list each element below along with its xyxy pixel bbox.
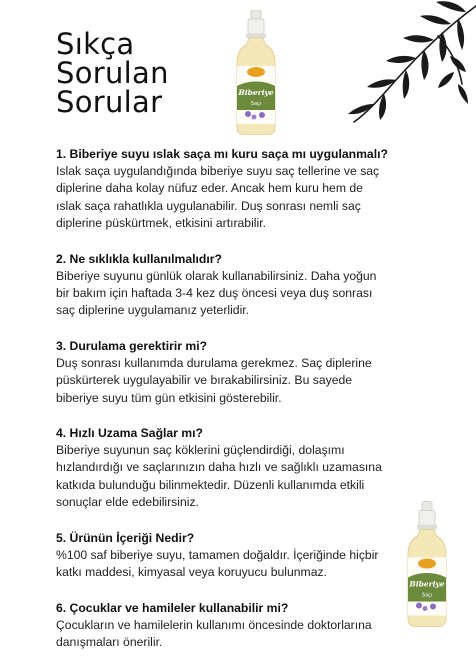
- faq-answer-4: [56, 442, 462, 512]
- answer-line: bir bakım için haftada 3-4 kez duş öncesi veya duş sonrası: [56, 286, 373, 301]
- faq-list: [56, 146, 462, 669]
- svg-text:Biberiye: Biberiye: [409, 579, 445, 589]
- faq-question-3: 3. Durulama gerektirir mi?: [56, 338, 208, 353]
- faq-item-5: [56, 530, 462, 582]
- rosemary-branch-icon: [326, 0, 476, 140]
- answer-line: Duş sonrası kullanımda durulama gerekmez. Saç diplerine: [56, 355, 372, 370]
- title-line-2: Sorulan: [56, 56, 169, 90]
- faq-question-2: 2. Ne sıklıkla kullanılmalıdır?: [56, 251, 222, 266]
- faq-item-4: [56, 425, 462, 512]
- faq-answer-5: [56, 547, 462, 582]
- answer-line: Islak saça uygulandığında biberiye suyu saç tellerine ve saç: [56, 164, 380, 178]
- faq-question-6: 6. Çocuklar ve hamileler kullanabilir mi?: [56, 600, 289, 615]
- answer-line: katkıda bulunduğu bilinmektedir. Düzenli kullanımda etkili: [56, 477, 365, 492]
- answer-line: diplerine püskürtmek, etkisini artırabilir.: [56, 216, 266, 231]
- answer-line: ıslak saça rahatlıkla uygulanabilir. Duş sonrası nemli saç: [56, 198, 361, 213]
- title-line-1: Sıkça: [56, 27, 135, 61]
- answer-line: diplerine daha kolay nüfuz eder. Ancak hem kuru hem de: [56, 181, 363, 196]
- faq-question-1: 1. Biberiye suyu ıslak saça mı kuru saça mı uygulanmalı?: [56, 147, 388, 161]
- answer-line: danışmaları önerilir.: [56, 634, 163, 649]
- svg-text:Saçı: Saçı: [421, 592, 433, 599]
- faq-answer-1: [56, 163, 462, 233]
- answer-line: saç diplerine uygulamanız yeterlidir.: [56, 303, 250, 318]
- faq-question-5: 5. Ürünün İçeriği Nedir?: [56, 530, 195, 545]
- answer-line: hızlandırdığı ve saçlarınızın daha hızlı ve sağlıklı uzamasına: [56, 460, 382, 475]
- answer-line: katkı maddesi, kimyasal veya koruyucu bulunmaz.: [56, 565, 327, 580]
- title-line-3: Sorular: [56, 85, 163, 119]
- faq-item-6: [56, 600, 462, 652]
- answer-line: Çocukların ve hamilelerin kullanımı öncesinde doktorlarına: [56, 617, 372, 632]
- answer-line: Biberiye suyunu günlük olarak kullanabilirsiniz. Daha yoğun: [56, 268, 377, 283]
- answer-line: püskürterek uygulayabilir ve bırakabilirsiniz. Bu sayede: [56, 373, 353, 388]
- faq-answer-2: [56, 268, 462, 320]
- answer-line: sonuçlar elde edebilirsiniz.: [56, 495, 199, 510]
- svg-text:Biberiye: Biberiye: [238, 88, 274, 97]
- faq-item-1: [56, 146, 462, 233]
- faq-question-4: 4. Hızlı Uzama Sağlar mı?: [56, 426, 203, 441]
- faq-answer-6: [56, 617, 462, 652]
- page-title: [56, 27, 169, 119]
- faq-item-2: [56, 251, 462, 320]
- product-bottle-image-top: [232, 10, 280, 135]
- svg-text:Saçı: Saçı: [250, 101, 262, 107]
- faq-answer-3: [56, 355, 462, 407]
- faq-item-3: [56, 338, 462, 407]
- answer-line: %100 saf biberiye suyu, tamamen doğaldır. İçeriğinde hiçbir: [56, 547, 379, 562]
- answer-line: Biberiye suyunun saç köklerini güçlendirdiği, dolaşımı: [56, 443, 345, 458]
- answer-line: biberiye suyu tüm gün etkisini gösterebilir.: [56, 390, 282, 405]
